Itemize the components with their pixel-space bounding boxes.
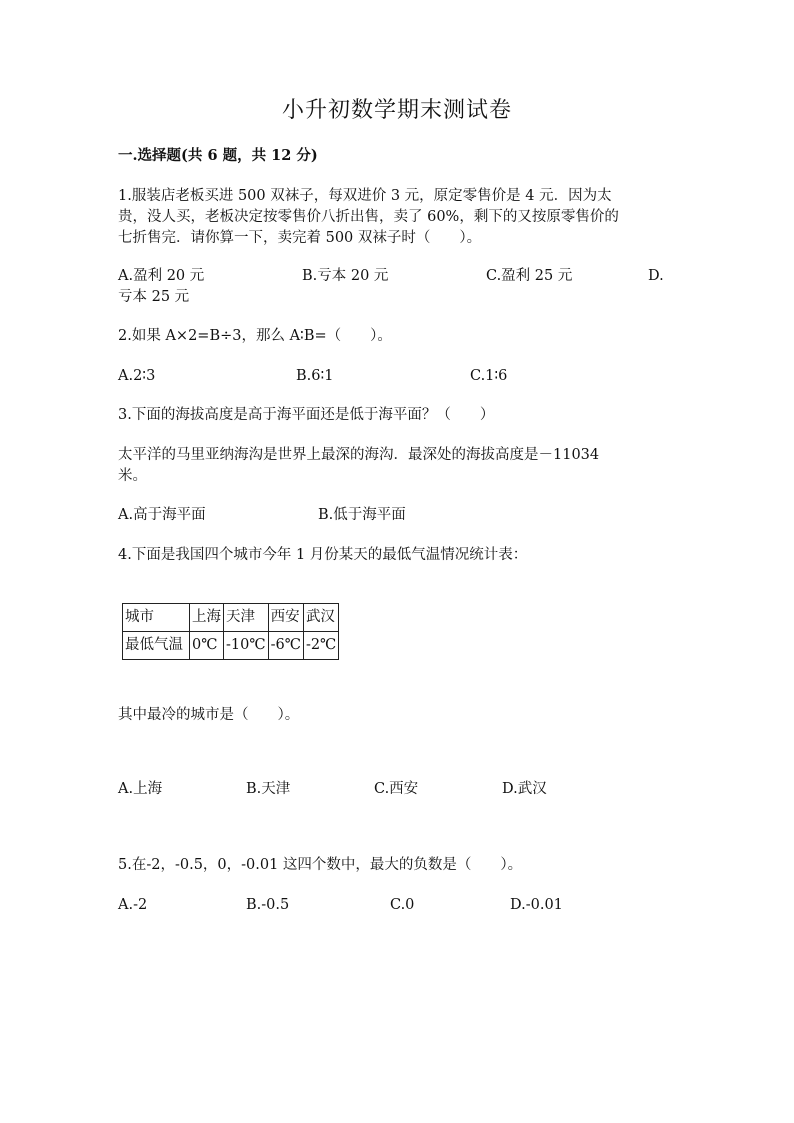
question-1-line-3: 七折售完．请你算一下，卖完着 500 双袜子时（ ）。 <box>118 230 482 246</box>
table-cell: -6℃ <box>268 632 303 660</box>
question-3-passage-line-1: 太平洋的马里亚纳海沟是世界上最深的海沟．最深处的海拔高度是－11034 <box>118 447 600 463</box>
question-4-option-b[interactable]: B.天津 <box>246 781 291 797</box>
table-cell: 上海 <box>190 604 224 632</box>
question-1-option-d[interactable]: D. <box>648 268 664 284</box>
question-3-option-a[interactable]: A.高于海平面 <box>118 507 206 523</box>
question-3-option-b[interactable]: B.低于海平面 <box>318 507 406 523</box>
question-2-text: 2.如果 A×2=B÷3，那么 A∶B=（ ）。 <box>118 328 392 344</box>
table-cell: -10℃ <box>224 632 269 660</box>
question-5-option-d[interactable]: D.-0.01 <box>510 897 563 913</box>
question-4-option-d[interactable]: D.武汉 <box>502 781 547 797</box>
question-5-option-c[interactable]: C.0 <box>390 897 415 913</box>
table-cell: 最低气温 <box>123 632 190 660</box>
question-2-option-a[interactable]: A.2∶3 <box>118 368 156 384</box>
question-1-option-b[interactable]: B.亏本 20 元 <box>302 268 389 284</box>
table-cell: 武汉 <box>303 604 338 632</box>
question-5-text: 5.在-2，-0.5，0，-0.01 这四个数中，最大的负数是（ ）。 <box>118 857 523 873</box>
table-cell: 西安 <box>268 604 303 632</box>
table-cell: 城市 <box>123 604 190 632</box>
question-3-text: 3.下面的海拔高度是高于海平面还是低于海平面？（ ） <box>118 407 495 423</box>
question-1-option-c[interactable]: C.盈利 25 元 <box>486 268 573 284</box>
question-1-option-a[interactable]: A.盈利 20 元 <box>118 268 205 284</box>
table-cell: 天津 <box>224 604 269 632</box>
table-header-row <box>123 604 339 632</box>
question-1-line-2: 贵，没人买，老板决定按零售价八折出售，卖了 60%，剩下的又按原零售价的 <box>118 209 619 225</box>
question-2-option-c[interactable]: C.1∶6 <box>470 368 508 384</box>
question-5-option-b[interactable]: B.-0.5 <box>246 897 290 913</box>
table-cell: 0℃ <box>190 632 224 660</box>
table-row <box>123 632 339 660</box>
question-3-passage-line-2: 米。 <box>118 468 147 484</box>
question-1-line-1: 1.服装店老板买进 500 双袜子，每双进价 3 元，原定零售价是 4 元．因为太 <box>118 188 612 204</box>
question-2-option-b[interactable]: B.6∶1 <box>296 368 334 384</box>
table-cell: -2℃ <box>303 632 338 660</box>
section-heading: 一.选择题(共 6 题，共 12 分) <box>118 147 318 164</box>
temperature-table <box>122 603 339 660</box>
question-1-option-d-text[interactable]: 亏本 25 元 <box>118 289 190 305</box>
question-4-option-a[interactable]: A.上海 <box>118 781 163 797</box>
question-5-option-a[interactable]: A.-2 <box>118 897 148 913</box>
question-4-question: 其中最冷的城市是（ ）。 <box>118 707 300 723</box>
page-title: 小升初数学期末测试卷 <box>281 98 512 123</box>
question-4-text: 4.下面是我国四个城市今年 1 月份某天的最低气温情况统计表： <box>118 547 528 563</box>
question-4-option-c[interactable]: C.西安 <box>374 781 419 797</box>
